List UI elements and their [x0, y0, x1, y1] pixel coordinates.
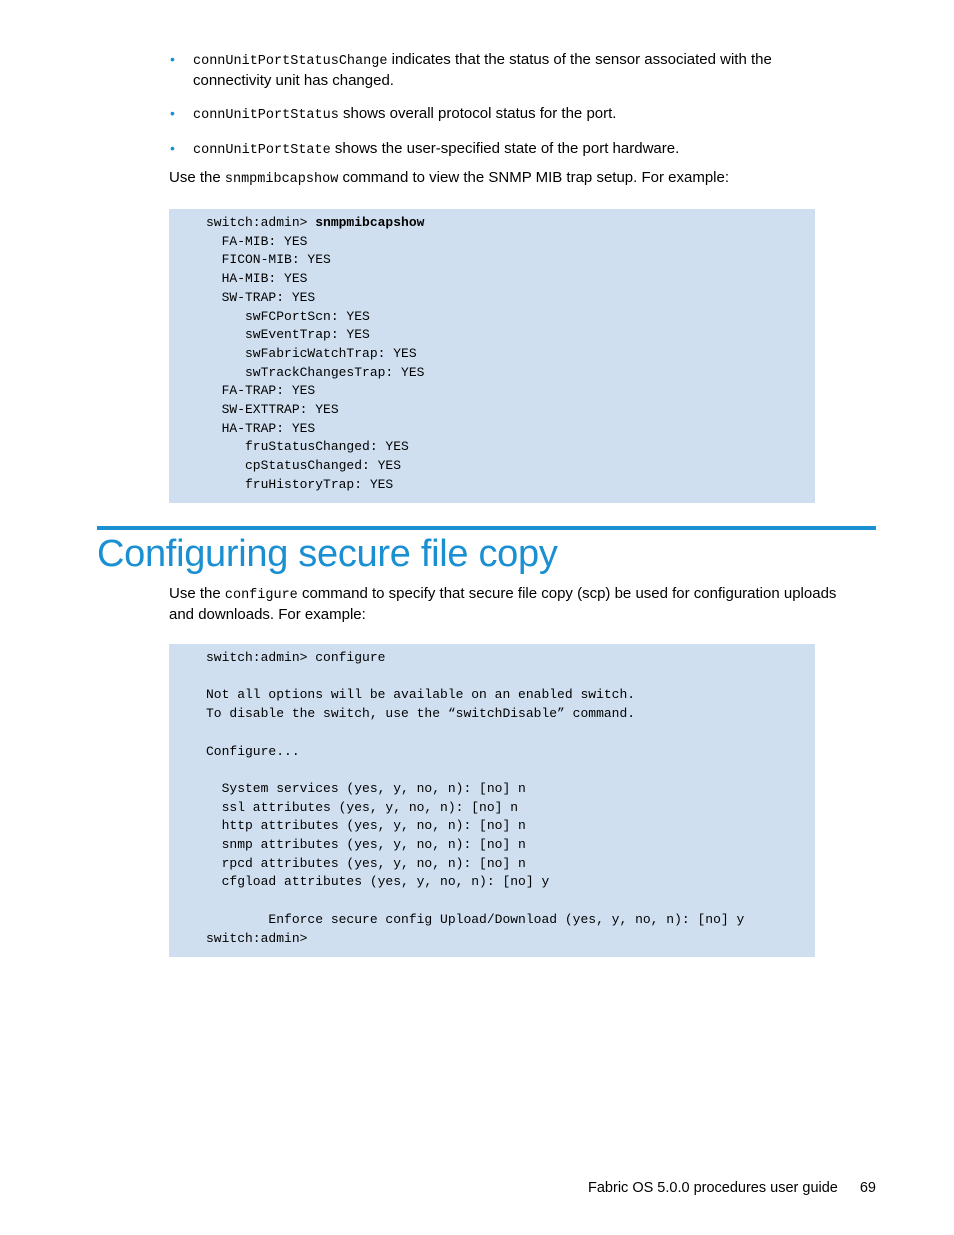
section-paragraph: [169, 584, 859, 624]
list-item: [170, 139, 830, 160]
code-block-configure: [169, 644, 815, 957]
intro-text: command to view the SNMP MIB trap setup. For example:: [338, 169, 730, 186]
bullet-list: [170, 50, 830, 174]
page-number: 69: [859, 1180, 876, 1196]
code-command: snmpmibcapshow: [315, 215, 425, 230]
list-item: [170, 104, 830, 125]
inline-code: connUnitPortState: [193, 143, 331, 158]
list-item: [170, 50, 830, 90]
intro-text: Use the: [169, 585, 225, 602]
bullet-icon: •: [170, 140, 175, 156]
code-prompt: switch:admin>: [206, 215, 316, 230]
bullet-text: shows overall protocol status for the port.: [338, 105, 617, 122]
section-heading: Configuring secure file copy: [97, 533, 558, 575]
intro-paragraph: [169, 168, 859, 189]
inline-code: configure: [224, 588, 298, 603]
bullet-text: indicates that the status of the sensor associated with the connectivity unit has changed.: [193, 51, 772, 89]
code-output: FA-MIB: YES FICON-MIB: YES HA-MIB: YES SW-TRAP: YES swFCPortScn: YES swEventTrap: YES swFabricWatchTrap: YES swTrackChangesTrap: YES FA-TRAP: YES SW-EXTTRAP: YES HA-TRAP: YES fruStatusChanged: YES cpStatusChanged: YES fruHistoryTrap: YES: [221, 233, 425, 492]
bullet-icon: •: [170, 51, 175, 67]
inline-code: snmpmibcapshow: [224, 172, 339, 187]
bullet-text: shows the user-specified state of the port hardware.: [330, 140, 680, 157]
inline-code: connUnitPortStatus: [193, 108, 339, 123]
bullet-icon: •: [170, 105, 175, 121]
intro-text: Use the: [169, 169, 225, 186]
intro-text: command to specify that secure file copy (scp) be used for configuration uploads and downloads. For example:: [169, 585, 837, 623]
footer-title: Fabric OS 5.0.0 procedures user guide: [588, 1180, 838, 1196]
code-output: switch:admin> configure Not all options will be available on an enabled switch. To disable the switch, use the “switchDisable” command. Configure... System services (yes, y, no, n): [no] n ssl attributes (yes, y, no, n): [no] n http attributes (yes, y, no, n): [no] n snmp attributes (yes, y, no, n): [no] n rpcd attributes (yes, y, no, n): [no] n cfgload attributes (yes, y, no, n): [no] y Enforce secure config Upload/Download (yes, y, no, n): [no] y switch:admin>: [206, 650, 745, 946]
code-block-snmp: [169, 209, 815, 503]
section-divider: [97, 526, 876, 530]
page-footer: [588, 1180, 876, 1196]
inline-code: connUnitPortStatusChange: [193, 54, 388, 69]
